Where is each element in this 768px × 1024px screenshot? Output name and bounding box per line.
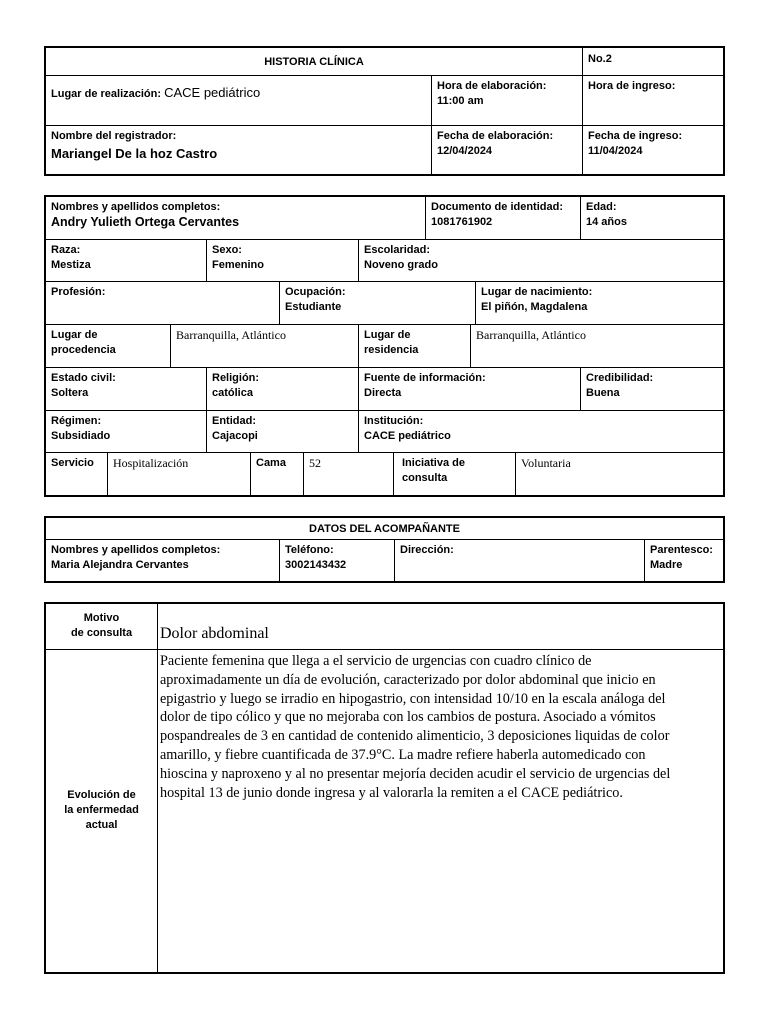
evolucion-narrative [158,650,723,972]
evolucion-label-line-3: actual [85,819,118,831]
edad-field [581,197,723,240]
lugar-realizacion-value: CACE pediátrico [164,85,261,100]
parentesco-label: Parentesco: [650,544,713,556]
document-number: No.2 [583,48,723,76]
patient-name-value: Andry Yulieth Ortega Cervantes [51,215,240,229]
nacimiento-value: El piñón, Magdalena [481,301,588,313]
motivo-value: Dolor abdominal [158,604,723,650]
servicio-label: Servicio [46,453,108,495]
regimen-field [46,411,207,453]
estado-civil-value: Soltera [51,387,89,399]
religion-value: católica [212,387,253,399]
estado-civil-field [46,368,207,411]
fecha-ingreso-label: Fecha de ingreso: [588,130,683,142]
fuente-field [359,368,581,411]
narrative-line: hioscina y naproxeno y al no presentar mejoría deciden acudir el servicio de urgencias del [160,765,671,782]
direccion-field [395,540,645,581]
institucion-value: CACE pediátrico [364,430,451,442]
patient-name-field [46,197,426,240]
hora-ingreso-field [583,76,723,126]
evolucion-label [46,650,158,972]
sexo-value: Femenino [212,259,264,271]
narrative-line: aproximadamente un día de evolución, caracterizado por dolor abdominal que inicio en [160,671,656,688]
motivo-label [46,604,158,650]
regimen-value: Subsidiado [51,430,111,442]
religion-label: Religión: [212,372,260,384]
fecha-elaboracion-value: 12/04/2024 [437,145,493,157]
registrador-value: Mariangel De la hoz Castro [51,146,218,161]
hora-ingreso-label: Hora de ingreso: [588,80,676,92]
lugar-realizacion-field [46,76,432,126]
narrative-line: Paciente femenina que llega a el servicio de urgencias con cuadro clínico de [160,653,592,669]
parentesco-field [645,540,723,581]
narrative-line: hospital 13 de junio donde ingresa y al valorarla la remiten a el CACE pediátrico. [160,784,623,801]
edad-value: 14 años [586,216,627,228]
evolucion-label-line-2: la enfermedad [64,804,139,816]
cama-value: 52 [304,453,394,495]
estado-civil-label: Estado civil: [51,372,116,384]
ocupacion-value: Estudiante [285,301,342,313]
procedencia-value: Barranquilla, Atlántico [171,325,359,368]
direccion-label: Dirección: [400,544,454,556]
institucion-label: Institución: [364,415,424,427]
companion-name-field [46,540,280,581]
motivo-label-line-1: Motivo [83,612,120,624]
credibilidad-label: Credibilidad: [586,372,654,384]
header-section [44,46,725,176]
escolaridad-label: Escolaridad: [364,244,431,256]
registrador-field [46,126,432,174]
documento-value: 1081761902 [431,216,493,228]
consulta-section [44,602,725,974]
nacimiento-field [476,282,723,325]
hora-elaboracion-field [432,76,583,126]
telefono-label: Teléfono: [285,544,334,556]
narrative-line: amarillo, y fiebre cuantificada de 37.9°C. La madre refiere haberla automedicado con [160,746,646,763]
raza-value: Mestiza [51,259,91,271]
telefono-field [280,540,395,581]
parentesco-value: Madre [650,559,683,571]
profesion-label: Profesión: [51,286,106,298]
fecha-elaboracion-field [432,126,583,174]
patient-section [44,195,725,497]
evolucion-label-line-1: Evolución de [67,789,136,801]
residencia-value: Barranquilla, Atlántico [471,325,723,368]
lugar-realizacion-label: Lugar de realización: [51,88,162,100]
sexo-field [207,240,359,282]
ocupacion-field [280,282,476,325]
narrative-line: dolor de tipo cólico y que no mejoraba con los cambios de postura. Asociado a vómitos [160,709,656,726]
iniciativa-label: Iniciativa de consulta [394,453,516,495]
fecha-elaboracion-label: Fecha de elaboración: [437,130,554,142]
patient-name-label: Nombres y apellidos completos: [51,201,221,213]
edad-label: Edad: [586,201,617,213]
narrative-line: epigastrio y luego se irradio en hipogastrio, con intensidad 10/10 en la escala análoga del [160,690,666,707]
motivo-label-line-2: de consulta [70,627,133,639]
ocupacion-label: Ocupación: [285,286,346,298]
fecha-ingreso-value: 11/04/2024 [588,145,643,157]
entidad-label: Entidad: [212,415,256,427]
procedencia-label: Lugar de procedencia [46,325,171,368]
credibilidad-field [581,368,723,411]
fecha-ingreso-field [583,126,723,174]
registrador-label: Nombre del registrador: [51,130,177,142]
regimen-label: Régimen: [51,415,102,427]
hora-elaboracion-label: Hora de elaboración: [437,80,547,92]
narrative-line: pospandreales de 3 en cantidad de contenido alimenticio, 3 deposiciones liquidas de color [160,728,670,745]
companion-section [44,516,725,583]
fuente-label: Fuente de información: [364,372,486,384]
escolaridad-field [359,240,723,282]
profesion-field [46,282,280,325]
fuente-value: Directa [364,387,402,399]
companion-name-value: Maria Alejandra Cervantes [51,559,189,571]
entidad-field [207,411,359,453]
servicio-value: Hospitalización [108,453,251,495]
companion-name-label: Nombres y apellidos completos: [51,544,221,556]
companion-title: DATOS DEL ACOMPAÑANTE [46,518,723,540]
residencia-label: Lugar de residencia [359,325,471,368]
raza-field [46,240,207,282]
religion-field [207,368,359,411]
credibilidad-value: Buena [586,387,620,399]
institucion-field [359,411,723,453]
raza-label: Raza: [51,244,81,256]
documento-field [426,197,581,240]
nacimiento-label: Lugar de nacimiento: [481,286,593,298]
escolaridad-value: Noveno grado [364,259,438,271]
sexo-label: Sexo: [212,244,242,256]
entidad-value: Cajacopi [212,430,258,442]
telefono-value: 3002143432 [285,559,347,571]
iniciativa-value: Voluntaria [521,456,571,470]
cama-label: Cama [251,453,304,495]
hora-elaboracion-value: 11:00 am [437,95,484,107]
document-title: HISTORIA CLÍNICA [46,48,583,76]
documento-label: Documento de identidad: [431,201,563,213]
